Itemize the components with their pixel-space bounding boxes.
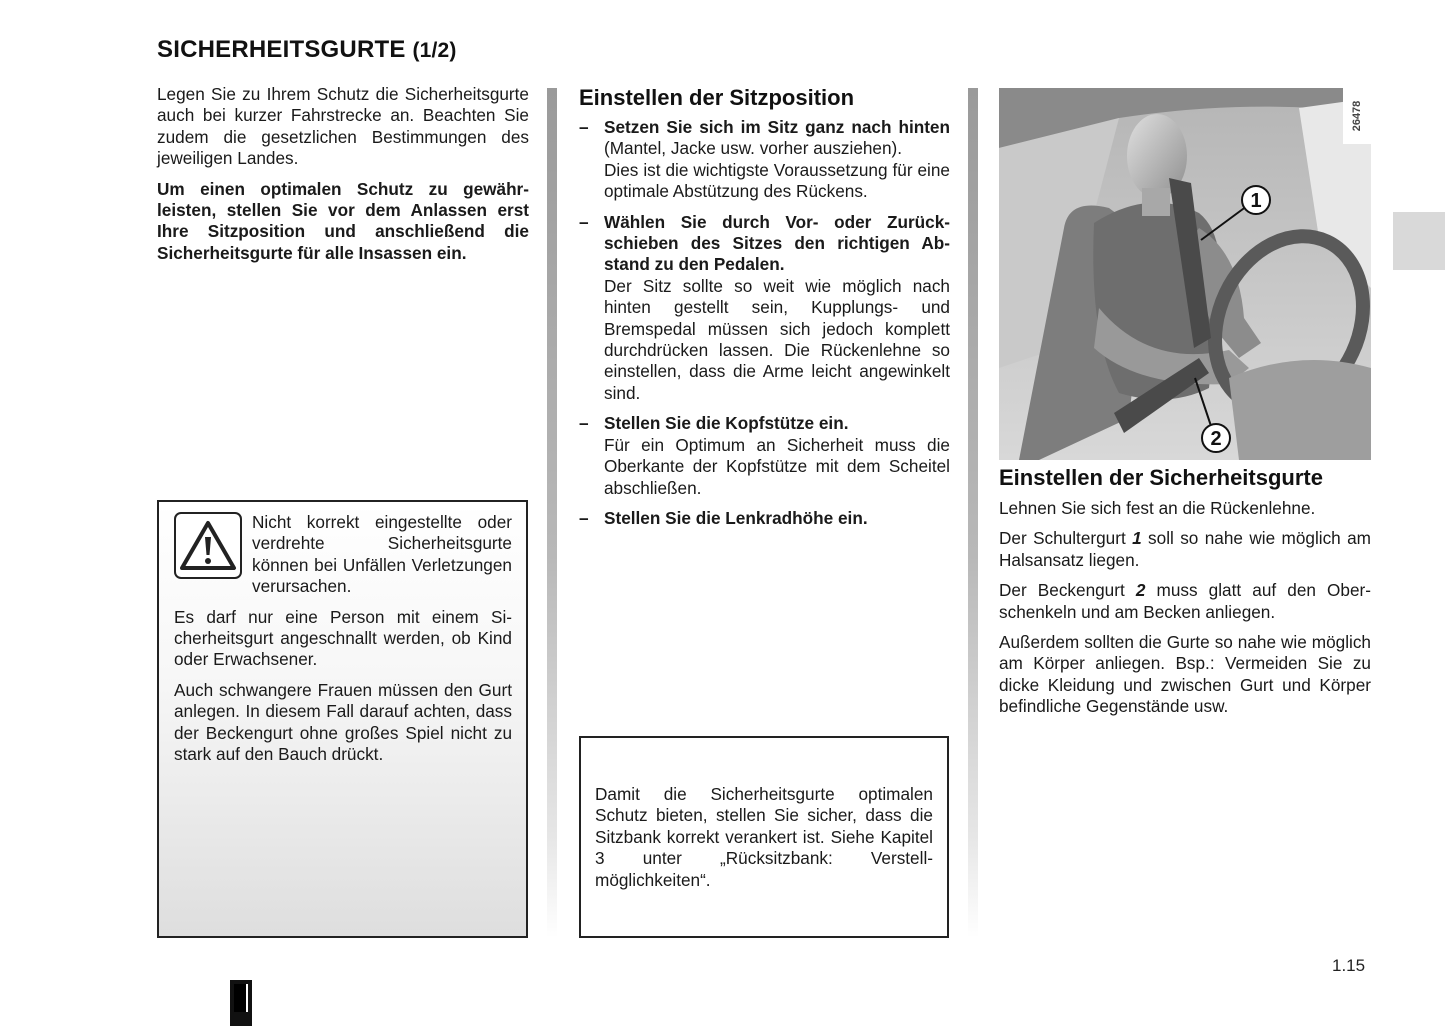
list-item <box>579 212 950 405</box>
list-item-extra: Für ein Optimum an Sicherheit muss die Oberkante der Kopfstütze mit dem Scheitel abschließen. <box>604 434 950 498</box>
warning-triangle-icon <box>174 512 242 579</box>
right-paragraph-2 <box>999 528 1371 571</box>
right-paragraph-1: Lehnen Sie sich fest an die Rückenlehne. <box>999 498 1316 518</box>
illustration-code <box>1343 88 1371 144</box>
callout-2 <box>1202 424 1230 452</box>
list-item-bold: Setzen Sie sich im Sitz ganz nach hinten <box>604 117 950 137</box>
list-dash: – <box>579 507 589 528</box>
page-title-suffix: (1/2) <box>412 39 457 62</box>
list-item-rest: (Mantel, Jacke usw. vorher ausziehen). <box>604 138 903 159</box>
list-item <box>579 413 950 499</box>
ref-number-1: 1 <box>1132 528 1142 549</box>
list-dash: – <box>579 211 589 232</box>
warning-text-3: Auch schwangere Frauen müssen den Gurt anlegen. In diesem Fall darauf achten, dass der Beckengurt ohne großes Spiel nicht zu stark auf den Bauch drückt. <box>174 679 512 765</box>
warning-box <box>157 500 528 938</box>
text-span: Der Beckengurt <box>999 580 1136 601</box>
print-mark <box>230 980 252 1026</box>
page-number: 1.15 <box>1332 956 1366 975</box>
svg-text:2: 2 <box>1210 428 1222 450</box>
page-title-main: SICHERHEITSGURTE <box>157 36 406 63</box>
middle-column <box>579 84 950 538</box>
list-item-extra: Der Sitz sollte so weit wie möglich nach hinten gestellt sein, Kupplungs- und Bremspedal müssen sich jedoch komplett durchdrücken lassen. Die Rückenlehne so einstellen, dass die Arme leicht angewinkelt sind. <box>604 275 950 403</box>
chapter-tab <box>1393 212 1445 270</box>
list-item-bold: Stellen Sie die Lenkradhöhe ein. <box>604 507 868 528</box>
intro-paragraph: Legen Sie zu Ihrem Schutz die Sicherheitsgurte auch bei kurzer Fahrstrecke an. Beachten Sie zudem die gesetzlichen Bestimmungen des jeweiligen Landes. <box>157 84 529 169</box>
right-column <box>999 464 1371 727</box>
callout-1 <box>1242 186 1270 214</box>
note-box: Damit die Sicherheitsgurte optimalen Schutz bieten, stellen Sie sicher, dass die Sitzbank korrekt verankert ist. Siehe Kapitel 3 unter „Rücksitzbank: Verstellmöglichkeiten“. <box>579 736 949 938</box>
text-span: muss glatt auf den Oberschenkeln und am Becken anliegen. <box>999 580 1371 622</box>
right-paragraph-3 <box>999 580 1371 623</box>
list-item <box>579 117 950 203</box>
ref-number-2: 2 <box>1135 580 1146 601</box>
text-span: soll so nahe wie möglich am Halsansatz liegen. <box>999 528 1371 570</box>
text-span: Der Schultergurt <box>999 528 1133 549</box>
bold-notice: Um einen optimalen Schutz zu gewährleisten, stellen Sie vor dem Anlassen erst Ihre Sitzposition und anschließend die Sicherheitsgurte für alle Insassen ein. <box>157 178 529 263</box>
list-item <box>579 508 950 529</box>
list-item-extra: Dies ist die wichtigste Voraussetzung für eine optimale Abstützung des Rückens. <box>604 159 950 202</box>
list-item-bold: Stellen Sie die Kopfstütze ein. <box>604 413 849 434</box>
heading-seatbelts: Einstellen der Sicherheitsgurte <box>999 465 1323 490</box>
illustration-code-text: 26478 <box>1351 100 1363 132</box>
seatbelt-illustration <box>999 88 1371 460</box>
heading-seat-position: Einstellen der Sitzposition <box>579 85 855 110</box>
warning-header <box>174 512 512 598</box>
warning-text-2: Es darf nur eine Person mit einem Sicherheitsgurt angeschnallt werden, ob Kind oder Erwachsener. <box>174 606 512 670</box>
column-divider-left <box>547 88 557 938</box>
column-divider-right <box>968 88 978 938</box>
right-paragraph-4: Außerdem sollten die Gurte so nahe wie möglich am Körper anliegen. Bsp.: Vermeiden Sie zu dicke Kleidung und zwischen Gurt und Körper befindliche Gegenstände usw. <box>999 632 1371 717</box>
list-dash: – <box>579 413 589 434</box>
warning-text-1: Nicht korrekt eingestellte oder verdrehte Sicherheitsgurte können bei Unfällen Verletzungen verursachen. <box>252 512 512 597</box>
list-dash: – <box>579 117 589 137</box>
list-item-bold: Wählen Sie durch Vor- oder Zurückschieben des Sitzes den richtigen Abstand zu den Pedalen. <box>604 211 950 275</box>
svg-text:1: 1 <box>1250 190 1262 212</box>
left-column <box>157 84 529 273</box>
page-title <box>157 36 457 64</box>
